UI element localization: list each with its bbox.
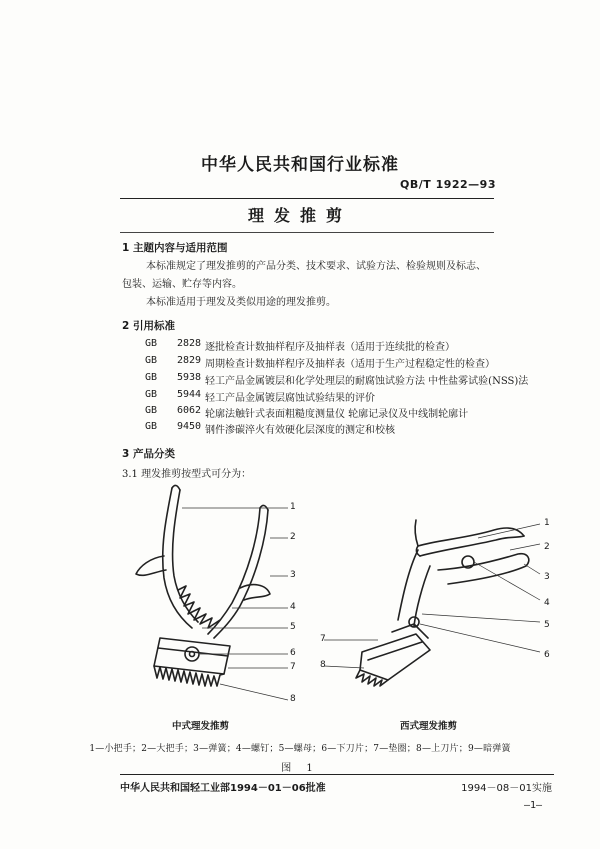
left-callout-number: 6	[290, 648, 296, 658]
reference-prefix: GB	[145, 372, 158, 383]
reference-title: 钢件渗碳淬火有效硬化层深度的测定和校核	[205, 425, 395, 436]
left-callout-number: 4	[290, 602, 296, 612]
right-callout-number: 8	[320, 660, 326, 670]
footer-rule	[120, 774, 554, 775]
document-title: 理发推剪	[247, 206, 352, 225]
reference-number: 9450	[177, 421, 202, 432]
reference-row	[145, 355, 495, 370]
section-1-paragraph-1: 本标准规定了理发推剪的产品分类、技术要求、试验方法、检验规则及标志、包装、运输、贮存等内容。	[122, 261, 486, 290]
reference-row	[145, 372, 528, 387]
reference-number: 6062	[177, 405, 202, 416]
chinese-clipper-illustration	[120, 478, 320, 718]
reference-row	[145, 338, 455, 353]
reference-title: 周期检查计数抽样程序及抽样表（适用于生产过程稳定性的检查）	[205, 359, 495, 370]
standard-code: QB/T 1922—93	[399, 178, 496, 191]
right-callout-number: 6	[544, 650, 550, 660]
reference-title: 轻工产品金属镀层腐蚀试验结果的评价	[205, 393, 375, 404]
reference-number: 5944	[177, 389, 202, 400]
right-callout-number: 2	[544, 542, 550, 552]
left-callout-number: 3	[290, 570, 296, 580]
header-rule	[120, 198, 494, 199]
reference-number: 5938	[177, 372, 202, 383]
reference-row	[145, 421, 395, 436]
right-callout-number: 1	[544, 518, 550, 528]
page-number: —1—	[523, 800, 542, 811]
reference-prefix: GB	[145, 338, 158, 349]
reference-title: 逐批检查计数抽样程序及抽样表（适用于连续批的检查）	[205, 342, 455, 353]
reference-row	[145, 405, 468, 420]
approval-line: 中华人民共和国轻工业部1994－01－06批准	[120, 783, 326, 794]
figure-legend: 1—小把手；2—大把手；3—弹簧；4—螺钉；5—螺母；6—下刀片；7—垫圈；8—上刀片；9—暗弹簧	[89, 744, 511, 754]
title-rule	[120, 232, 494, 233]
figure-label: 图 1	[281, 763, 319, 774]
left-callout-number: 1	[290, 502, 296, 512]
western-clipper-illustration	[318, 510, 554, 700]
left-callout-number: 2	[290, 532, 296, 542]
left-callout-number: 8	[290, 694, 296, 704]
left-figure-caption: 中式理发推剪	[172, 721, 230, 732]
reference-prefix: GB	[145, 389, 158, 400]
reference-row	[145, 389, 375, 404]
implementation-date: 1994－08－01实施	[461, 783, 552, 794]
reference-prefix: GB	[145, 421, 158, 432]
right-callout-number: 5	[544, 620, 550, 630]
section-1-paragraph-2: 本标准适用于理发及类似用途的理发推剪。	[146, 297, 336, 308]
section-3-heading: 3 产品分类	[122, 448, 175, 460]
reference-number: 2829	[177, 355, 202, 366]
section-2-heading: 2 引用标准	[122, 320, 175, 332]
left-callout-number: 7	[290, 662, 296, 672]
standard-title: 中华人民共和国行业标准	[201, 155, 399, 175]
reference-title: 轻工产品金属镀层和化学处理层的耐腐蚀试验方法 中性盐雾试验(NSS)法	[205, 376, 529, 387]
reference-prefix: GB	[145, 405, 158, 416]
right-figure-caption: 西式理发推剪	[400, 721, 458, 732]
right-callout-number: 3	[544, 572, 550, 582]
left-callout-number: 5	[290, 622, 296, 632]
section-3-1-heading: 3.1 理发推剪按型式可分为：	[122, 469, 252, 480]
right-callout-number: 7	[320, 634, 326, 644]
reference-number: 2828	[177, 338, 202, 349]
section-1-heading: 1 主题内容与适用范围	[122, 242, 228, 254]
right-callout-number: 4	[544, 598, 550, 608]
reference-title: 轮廓法触针式表面粗糙度测量仪 轮廓记录仪及中线制轮廓计	[205, 409, 469, 420]
reference-prefix: GB	[145, 355, 158, 366]
